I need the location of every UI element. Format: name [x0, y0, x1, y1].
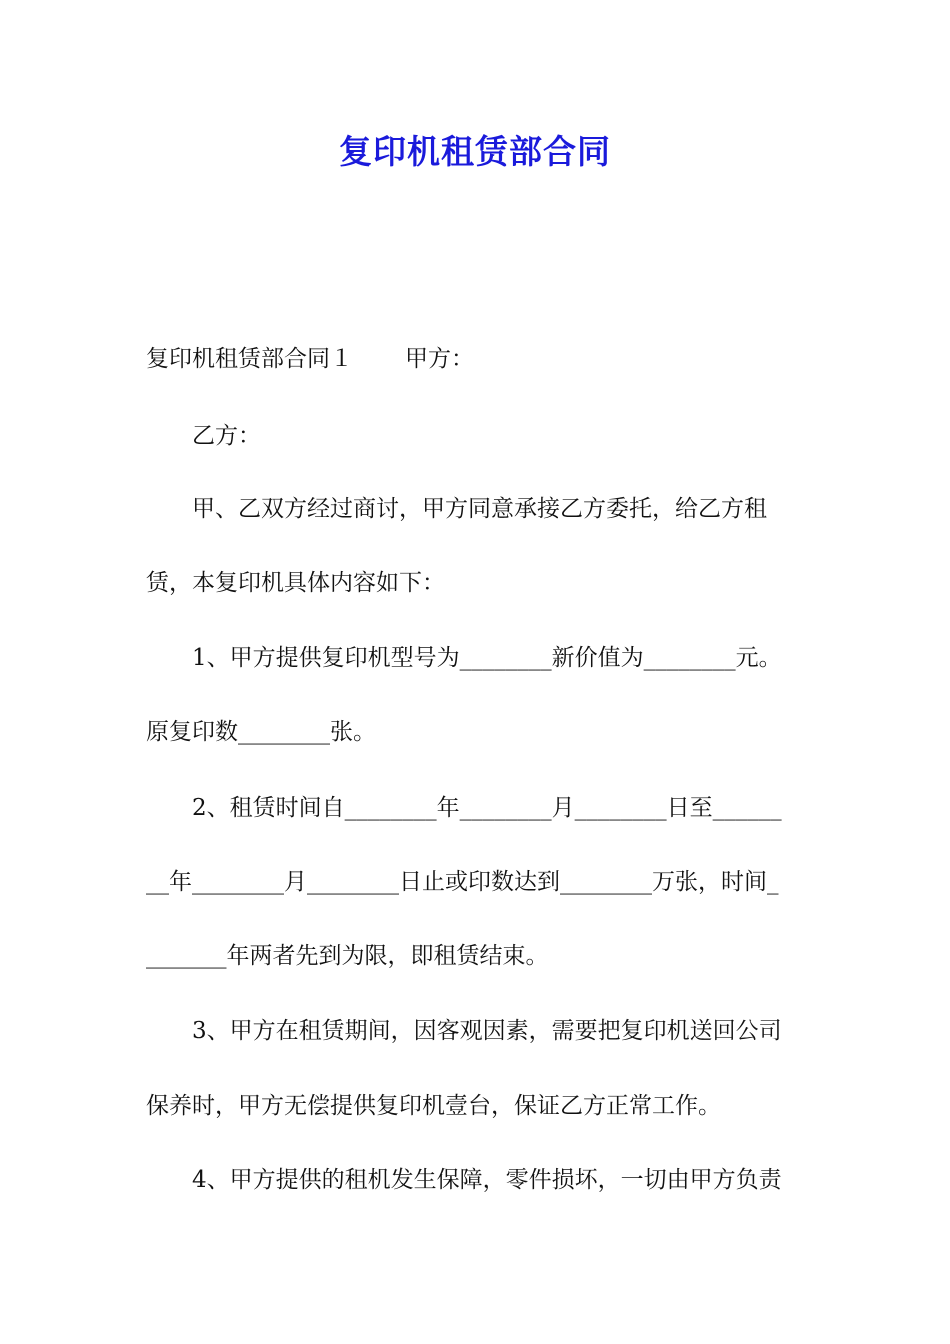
- intro-line-2: 赁，本复印机具体内容如下：: [146, 570, 445, 596]
- contract-heading-line: [146, 343, 474, 375]
- clause-2-line-3: _______年两者先到为限，即租赁结束。: [146, 943, 549, 969]
- clause-2-line-1: 2、租赁时间自________年________月________日至______: [192, 795, 782, 821]
- party-b-label: 乙方：: [192, 423, 261, 449]
- clause-4-line-1: 4、甲方提供的租机发生保障，零件损坏，一切由甲方负责: [192, 1167, 782, 1193]
- document-title: 复印机租赁部合同: [339, 132, 611, 171]
- party-a-label: 甲方：: [405, 346, 474, 372]
- clause-1-line-1: 1、甲方提供复印机型号为________新价值为________元。: [192, 645, 782, 671]
- intro-line-1: 甲、乙双方经过商讨，甲方同意承接乙方委托，给乙方租: [192, 496, 767, 522]
- clause-1-line-2: 原复印数________张。: [146, 719, 376, 745]
- clause-3-line-1: 3、甲方在租赁期间，因客观因素，需要把复印机送回公司: [192, 1018, 782, 1044]
- clause-2-line-2: __年________月________日止或印数达到________万张，时间_: [146, 869, 779, 895]
- clause-3-line-2: 保养时，甲方无偿提供复印机壹台，保证乙方正常工作。: [146, 1093, 721, 1119]
- contract-number-label: 复印机租赁部合同１: [146, 346, 353, 372]
